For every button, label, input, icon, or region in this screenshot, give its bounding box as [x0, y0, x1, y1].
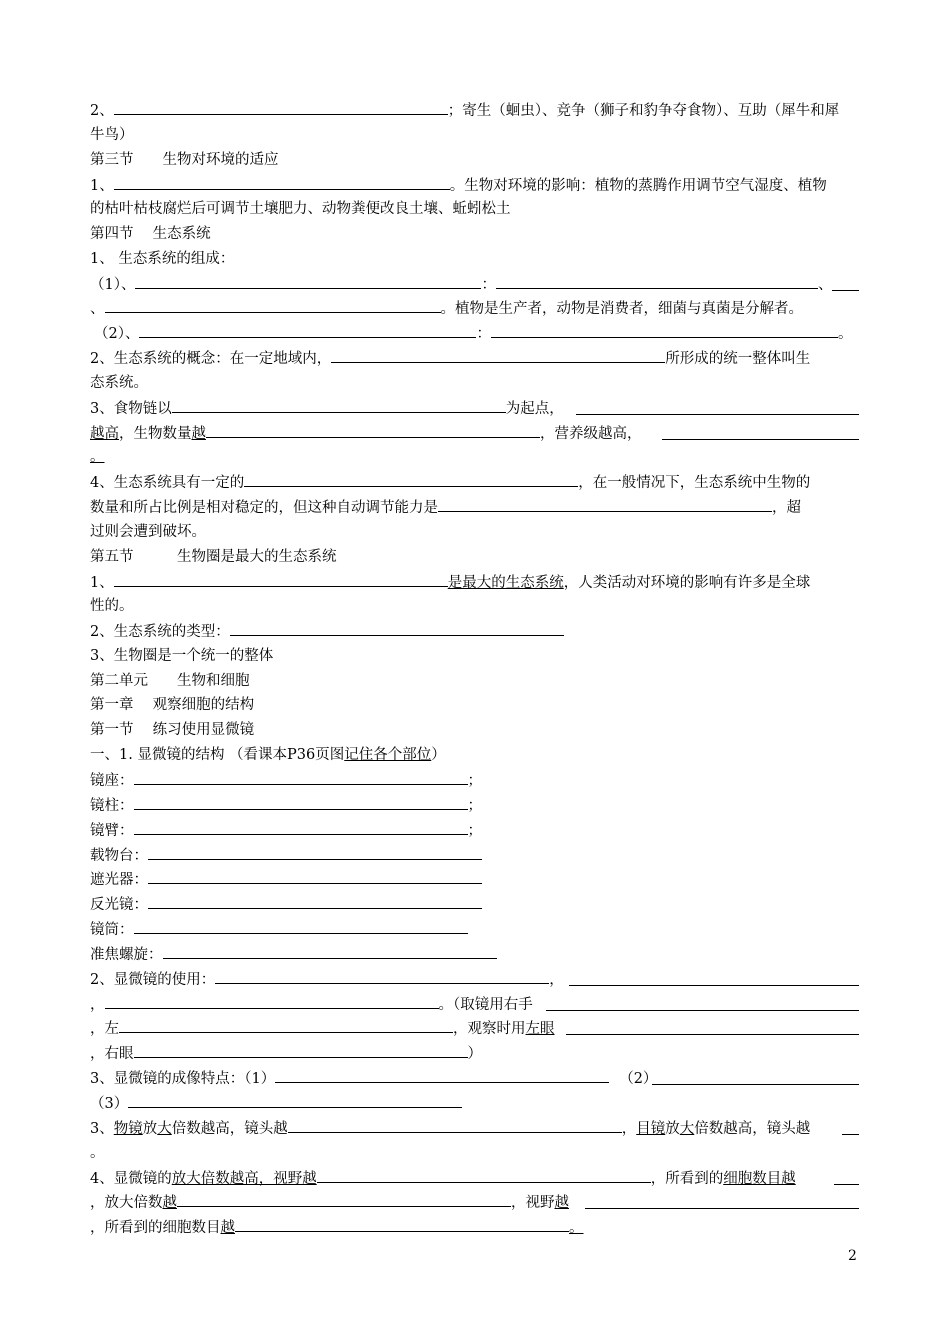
fill-blank[interactable] [114, 176, 450, 190]
fill-blank[interactable] [832, 290, 859, 291]
fill-blank[interactable] [148, 846, 482, 860]
text-line: 4、显微镜的放大倍数越高，视野越 ，所看到的细胞数目越 [90, 1171, 796, 1187]
part-line-base: 镜座： ； [90, 773, 482, 789]
fill-blank[interactable] [438, 498, 772, 512]
fill-blank[interactable] [105, 299, 441, 313]
fill-blank[interactable] [585, 1208, 859, 1209]
text-line: 、 。植物是生产者，动物是消费者，细菌与真菌是分解者。 [90, 301, 803, 317]
text-line: ，所看到的细胞数目越 。 [90, 1220, 584, 1236]
fill-blank[interactable] [230, 622, 564, 636]
fill-blank[interactable] [491, 324, 838, 338]
section-heading: 第五节 生物圈是最大的生态系统 [90, 549, 337, 565]
text-line: 3、生物圈是一个统一的整体 [90, 648, 274, 664]
text-line: 3、显微镜的成像特点：（1） （2） [90, 1071, 658, 1087]
text-line: 。 [90, 449, 105, 465]
text-line: ， 。（取镜用右手 [90, 997, 533, 1013]
page-number: 2 [848, 1248, 857, 1264]
fill-blank[interactable] [172, 399, 506, 413]
fill-blank[interactable] [148, 870, 482, 884]
fill-blank[interactable] [163, 945, 497, 959]
fill-blank[interactable] [317, 1169, 651, 1183]
section-heading: 第四节 生态系统 [90, 226, 211, 242]
text-line: 2、 ；寄生（蛔虫）、竞争（狮子和豹争夺食物）、互助（犀牛和犀 [90, 103, 840, 119]
part-line-tube: 镜筒： [90, 920, 468, 939]
text-line: 一、1. 显微镜的结构 （看课本P36页图记住各个部位） [90, 747, 446, 763]
section-heading: 第一节 练习使用显微镜 [90, 722, 255, 738]
fill-blank[interactable] [148, 895, 482, 909]
fill-blank[interactable] [569, 985, 859, 986]
text-line: 1、 。生物对环境的影响：植物的蒸腾作用调节空气湿度、植物 [90, 178, 827, 194]
text-line: ，右眼 ） [90, 1046, 482, 1062]
fill-blank[interactable] [134, 821, 468, 835]
text-line: 2、显微镜的使用： ， [90, 972, 564, 988]
text-line: 过则会遭到破坏。 [90, 524, 206, 540]
text-line: 3、物镜放大倍数越高，镜头越 ，目镜放大倍数越高，镜头越 [90, 1121, 811, 1137]
fill-blank[interactable] [331, 349, 665, 363]
text-line: （1）、 ： 、 [90, 277, 833, 293]
text-line: 的枯叶枯枝腐烂后可调节土壤肥力、动物粪便改良土壤、蚯蚓松土 [90, 201, 511, 217]
text-line: （3） [90, 1094, 462, 1113]
fill-blank[interactable] [834, 1184, 859, 1185]
section-heading: 第一章 观察细胞的结构 [90, 697, 255, 713]
text-line: 。 [90, 1145, 105, 1161]
fill-blank[interactable] [235, 1218, 569, 1232]
fill-blank[interactable] [114, 101, 448, 115]
fill-blank[interactable] [576, 414, 859, 415]
part-line-focus: 准焦螺旋： [90, 945, 497, 964]
fill-blank[interactable] [662, 439, 859, 440]
fill-blank[interactable] [134, 1044, 468, 1058]
text-line: （2）、 ： 。 [94, 326, 853, 342]
fill-blank[interactable] [206, 424, 540, 438]
text-line: 2、生态系统的概念：在一定地域内， 所形成的统一整体叫生 [90, 351, 811, 367]
part-line-pillar: 镜柱： ； [90, 798, 482, 814]
text-line: 2、生态系统的类型： [90, 622, 564, 641]
section-heading: 第三节 生物对环境的适应 [90, 152, 279, 168]
fill-blank[interactable] [566, 1034, 859, 1035]
text-line: 牛鸟） [90, 127, 134, 143]
fill-blank[interactable] [652, 1084, 859, 1085]
part-line-stage: 载物台： [90, 846, 482, 865]
text-line: 越高，生物数量越 ，营养级越高， [90, 426, 642, 442]
fill-blank[interactable] [134, 920, 468, 934]
section-heading: 第二单元 生物和细胞 [90, 673, 250, 689]
text-line: 1、 是最大的生态系统，人类活动对环境的影响有许多是全球 [90, 575, 811, 591]
part-line-diaphragm: 遮光器： [90, 870, 482, 889]
fill-blank[interactable] [128, 1094, 462, 1108]
fill-blank[interactable] [244, 473, 578, 487]
fill-blank[interactable] [135, 275, 481, 289]
text-line: 数量和所占比例是相对稳定的，但这种自动调节能力是 ，超 [90, 500, 801, 516]
text-line: ，左 ，观察时用左眼 [90, 1021, 555, 1037]
fill-blank[interactable] [546, 1010, 859, 1011]
fill-blank[interactable] [134, 796, 468, 810]
text-line: 4、生态系统具有一定的 ，在一般情况下，生态系统中生物的 [90, 475, 811, 491]
fill-blank[interactable] [215, 970, 549, 984]
text-line: 1、 生态系统的组成： [90, 251, 235, 267]
text-line: ，放大倍数越 ，视野越 [90, 1195, 569, 1211]
fill-blank[interactable] [275, 1069, 609, 1083]
fill-blank[interactable] [134, 771, 468, 785]
fill-blank[interactable] [496, 275, 818, 289]
text-line: 3、食物链以 为起点， [90, 401, 564, 417]
part-line-arm: 镜臂： ； [90, 823, 482, 839]
fill-blank[interactable] [842, 1134, 859, 1135]
fill-blank[interactable] [105, 995, 439, 1009]
fill-blank[interactable] [288, 1119, 622, 1133]
fill-blank[interactable] [114, 573, 448, 587]
fill-blank[interactable] [177, 1193, 511, 1207]
fill-blank[interactable] [119, 1019, 453, 1033]
text-line: 态系统。 [90, 375, 148, 391]
part-line-mirror: 反光镜： [90, 895, 482, 914]
text-line: 性的。 [90, 598, 134, 614]
fill-blank[interactable] [139, 324, 476, 338]
